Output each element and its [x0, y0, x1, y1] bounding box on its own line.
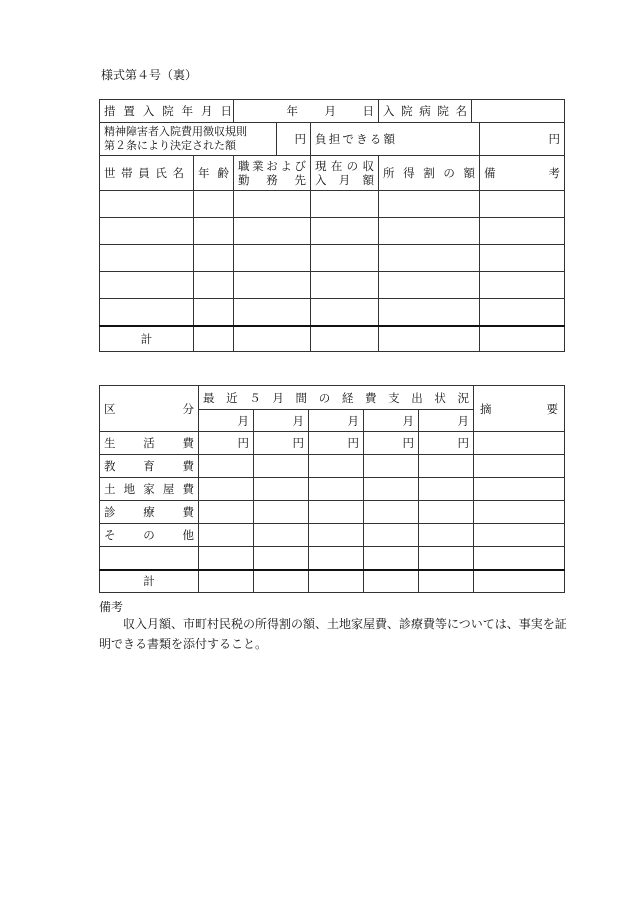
table-row[interactable] [100, 455, 565, 478]
month-4[interactable]: 月 [364, 410, 419, 432]
category-header: 区 分 [100, 386, 199, 432]
row-label: 診療費 [100, 501, 199, 524]
header-income: 現在の収 入 月 額 [311, 156, 379, 191]
table-row[interactable] [100, 524, 565, 547]
table-row[interactable] [100, 547, 565, 570]
table-row[interactable] [100, 478, 565, 501]
header-remarks: 備 考 [480, 156, 565, 191]
household-income-table [99, 99, 565, 352]
table-row[interactable] [100, 191, 565, 218]
month-5[interactable]: 月 [419, 410, 474, 432]
header-tax: 所得割の額 [379, 156, 480, 191]
hospital-label: 入院病院名 [379, 100, 472, 122]
header-job: 職業および 勤 務 先 [234, 156, 311, 191]
payable-amount-value[interactable]: 円 [480, 123, 565, 156]
admission-date-label: 措置入院年月日 [100, 100, 234, 123]
table-row[interactable]: 生活費 円 円 円 円 円 [100, 432, 565, 455]
decided-amount-value[interactable]: 円 [294, 132, 306, 146]
table-row[interactable] [100, 272, 565, 299]
decided-amount-label: 精神障害者入院費用徴収規則 第２条により決定された額 円 [100, 123, 311, 156]
notes-body: 収入月額、市町村民税の所得割の額、土地家屋費、診療費等については、事実を証明できる書類を添付すること。 [99, 617, 567, 651]
hospital-field[interactable] [379, 100, 565, 123]
notes-heading: 備考 [99, 600, 124, 614]
header-name: 世帯員氏名 [100, 156, 194, 191]
row-label: 土地家屋費 [100, 478, 199, 501]
month-3[interactable]: 月 [309, 410, 364, 432]
table-row[interactable] [100, 299, 565, 326]
total-row[interactable] [100, 570, 565, 593]
table-row[interactable] [100, 245, 565, 272]
expense-table [99, 385, 565, 593]
month-2[interactable]: 月 [254, 410, 309, 432]
hospital-value[interactable] [472, 100, 564, 122]
table-row[interactable] [100, 218, 565, 245]
total-label: 計 [100, 326, 194, 352]
expense-header: 最近５月間の経費支出状況 [199, 386, 474, 410]
header-age: 年齢 [194, 156, 234, 191]
row-label: 教育費 [100, 455, 199, 478]
row-label: その他 [100, 524, 199, 547]
summary-header: 摘 要 [474, 386, 565, 432]
total-label: 計 [100, 570, 199, 593]
admission-date-field[interactable]: 年 月 日 [234, 100, 379, 123]
payable-amount-label: 負担できる額 [311, 123, 480, 156]
form-title: 様式第４号（裏） [101, 68, 198, 82]
table-row[interactable] [100, 501, 565, 524]
total-row[interactable] [100, 326, 565, 352]
row-label: 生活費 [100, 432, 199, 455]
month-1[interactable]: 月 [199, 410, 254, 432]
